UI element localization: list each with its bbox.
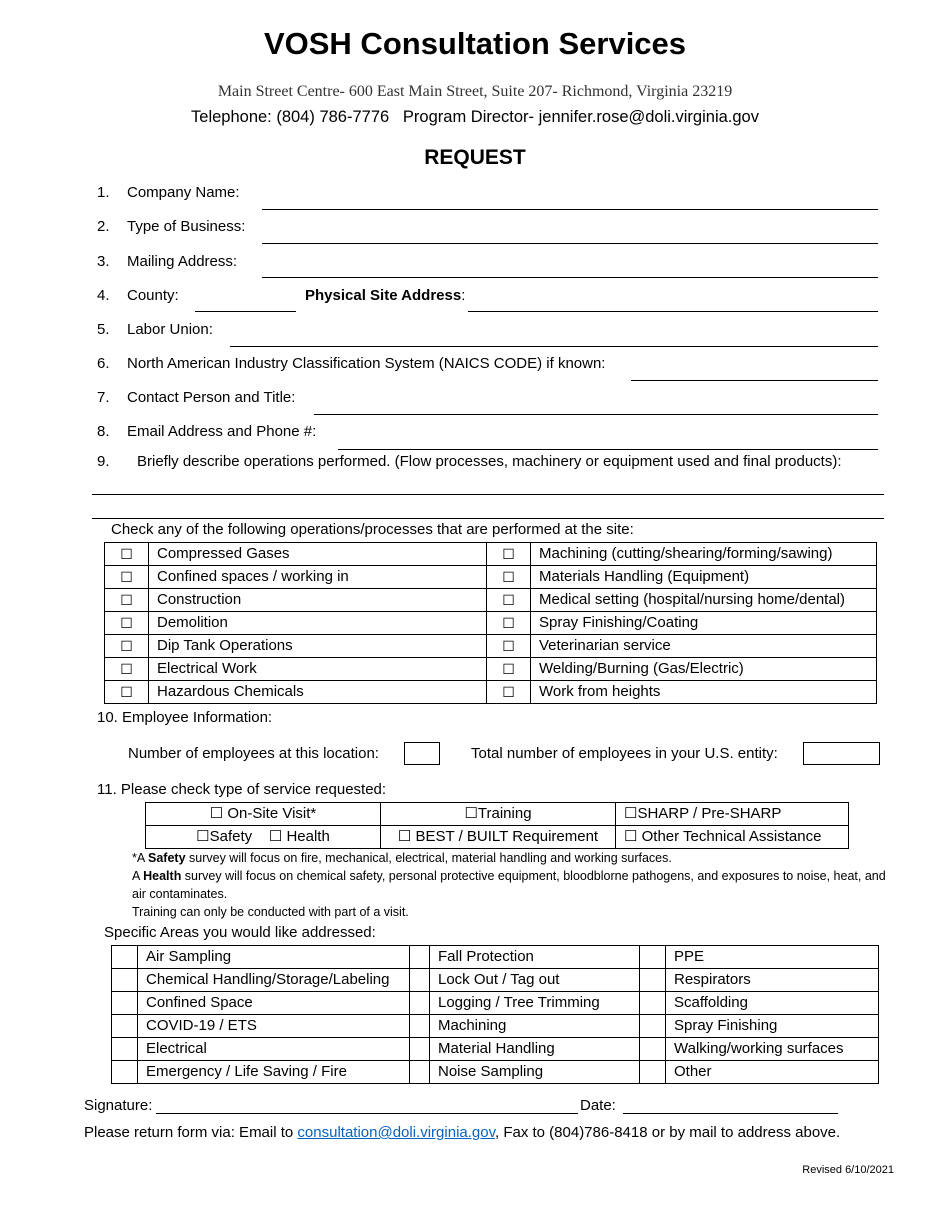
- operation-label: Electrical Work: [149, 658, 487, 681]
- operations-row: [105, 658, 877, 681]
- question-contact-person: 7. Contact Person and Title:: [97, 389, 296, 406]
- area-label: Scaffolding: [666, 992, 879, 1015]
- signature-field[interactable]: [156, 1113, 578, 1114]
- area-checkbox-cell[interactable]: [112, 1038, 138, 1061]
- operation-checkbox[interactable]: ☐: [105, 589, 149, 612]
- area-label: Respirators: [666, 969, 879, 992]
- area-label: Other: [666, 1061, 879, 1084]
- operations-row: [105, 612, 877, 635]
- employee-info-heading: 10. Employee Information:: [97, 709, 273, 726]
- employees-location-input[interactable]: [404, 742, 440, 765]
- operation-label: Spray Finishing/Coating: [531, 612, 877, 635]
- operation-checkbox[interactable]: ☐: [105, 612, 149, 635]
- area-checkbox-cell[interactable]: [640, 969, 666, 992]
- operations-heading: Check any of the following operations/processes that are performed at the site:: [111, 521, 634, 538]
- company-name-field[interactable]: [262, 209, 878, 210]
- area-checkbox-cell[interactable]: [112, 1061, 138, 1084]
- areas-row: [112, 946, 879, 969]
- area-label: Machining: [430, 1015, 640, 1038]
- operation-checkbox[interactable]: ☐: [105, 566, 149, 589]
- safety-note: *A Safety survey will focus on fire, mechanical, electrical, material handling and working surfaces.: [132, 851, 672, 865]
- contact-telephone: Telephone: (804) 786-7776 Program Director- jennifer.rose@doli.virginia.gov: [191, 108, 759, 126]
- training-note: Training can only be conducted with part of a visit.: [132, 905, 409, 919]
- areas-row: [112, 992, 879, 1015]
- operation-checkbox[interactable]: ☐: [487, 543, 531, 566]
- labor-union-field[interactable]: [230, 346, 878, 347]
- area-checkbox-cell[interactable]: [410, 1061, 430, 1084]
- area-label: Spray Finishing: [666, 1015, 879, 1038]
- area-checkbox-cell[interactable]: [410, 969, 430, 992]
- operation-label: Demolition: [149, 612, 487, 635]
- service-health[interactable]: ☐ Health: [268, 828, 330, 845]
- health-note: A Health survey will focus on chemical safety, personal protective equipment, bloodblorne pathogens, and exposures to noise, heat, and air contaminates.: [132, 869, 886, 901]
- operation-label: Veterinarian service: [531, 635, 877, 658]
- operation-label: Work from heights: [531, 681, 877, 704]
- operation-label: Compressed Gases: [149, 543, 487, 566]
- question-type-of-business: 2. Type of Business:: [97, 218, 246, 235]
- operation-label: Medical setting (hospital/nursing home/dental): [531, 589, 877, 612]
- service-safety-health: [146, 826, 381, 849]
- area-label: Emergency / Life Saving / Fire: [138, 1061, 410, 1084]
- naics-code-field[interactable]: [631, 380, 878, 381]
- service-best-built[interactable]: ☐ BEST / BUILT Requirement: [381, 826, 616, 849]
- service-sharp[interactable]: ☐SHARP / Pre-SHARP: [616, 803, 849, 826]
- email-phone-field[interactable]: [338, 449, 878, 450]
- area-checkbox-cell[interactable]: [410, 992, 430, 1015]
- form-title: VOSH Consultation Services: [263, 26, 687, 61]
- service-training[interactable]: ☐Training: [381, 803, 616, 826]
- operations-row: [105, 681, 877, 704]
- county-field[interactable]: [195, 311, 296, 312]
- date-field[interactable]: [623, 1113, 838, 1114]
- area-label: Fall Protection: [430, 946, 640, 969]
- area-label: Confined Space: [138, 992, 410, 1015]
- operation-label: Materials Handling (Equipment): [531, 566, 877, 589]
- operation-checkbox[interactable]: ☐: [487, 658, 531, 681]
- return-email-link[interactable]: consultation@doli.virginia.gov: [297, 1124, 495, 1141]
- area-label: Electrical: [138, 1038, 410, 1061]
- question-email-phone: 8. Email Address and Phone #:: [97, 423, 317, 440]
- operation-label: Construction: [149, 589, 487, 612]
- area-checkbox-cell[interactable]: [112, 1015, 138, 1038]
- service-on-site-visit[interactable]: ☐ On-Site Visit*: [146, 803, 381, 826]
- question-labor-union: 5. Labor Union:: [97, 321, 213, 338]
- area-label: Noise Sampling: [430, 1061, 640, 1084]
- area-checkbox-cell[interactable]: [410, 946, 430, 969]
- type-of-business-field[interactable]: [262, 243, 878, 244]
- employees-location-label: Number of employees at this location:: [128, 745, 379, 762]
- operations-table: [104, 542, 877, 704]
- area-checkbox-cell[interactable]: [640, 1061, 666, 1084]
- question-describe-operations: 9. Briefly describe operations performed. (Flow processes, machinery or equipment used and final products):: [97, 453, 842, 470]
- area-label: Walking/working surfaces: [666, 1038, 879, 1061]
- area-label: COVID-19 / ETS: [138, 1015, 410, 1038]
- area-checkbox-cell[interactable]: [640, 992, 666, 1015]
- area-checkbox-cell[interactable]: [640, 1015, 666, 1038]
- service-type-heading: 11. Please check type of service requested:: [97, 781, 387, 798]
- area-label: Chemical Handling/Storage/Labeling: [138, 969, 410, 992]
- service-type-table: [145, 802, 849, 849]
- employees-total-label: Total number of employees in your U.S. entity:: [471, 745, 778, 762]
- signature-label: Signature:: [84, 1097, 153, 1114]
- physical-site-address-label: Physical Site Address:: [305, 287, 466, 304]
- physical-site-address-field[interactable]: [468, 311, 878, 312]
- operations-description-line-2[interactable]: [92, 518, 884, 519]
- operation-checkbox[interactable]: ☐: [105, 658, 149, 681]
- question-naics-code: 6. North American Industry Classification System (NAICS CODE) if known:: [97, 355, 606, 372]
- operation-label: Machining (cutting/shearing/forming/sawing): [531, 543, 877, 566]
- service-safety[interactable]: ☐Safety: [196, 828, 253, 845]
- operation-label: Hazardous Chemicals: [149, 681, 487, 704]
- return-instructions: Please return form via: Email to consultation@doli.virginia.gov, Fax to (804)786-8418 or by mail to address above.: [84, 1124, 841, 1141]
- operations-row: [105, 589, 877, 612]
- service-notes: [132, 849, 892, 921]
- mailing-address-field[interactable]: [262, 277, 878, 278]
- areas-row: [112, 1015, 879, 1038]
- areas-row: [112, 969, 879, 992]
- area-label: Lock Out / Tag out: [430, 969, 640, 992]
- area-label: Material Handling: [430, 1038, 640, 1061]
- contact-person-field[interactable]: [314, 414, 878, 415]
- area-label: Logging / Tree Trimming: [430, 992, 640, 1015]
- operation-label: Confined spaces / working in: [149, 566, 487, 589]
- revised-date: Revised 6/10/2021: [802, 1164, 894, 1176]
- specific-areas-heading: Specific Areas you would like addressed:: [104, 924, 376, 941]
- operations-description-line-1[interactable]: [92, 494, 884, 495]
- office-address: Main Street Centre- 600 East Main Street, Suite 207- Richmond, Virginia 23219: [217, 83, 733, 100]
- question-mailing-address: 3. Mailing Address:: [97, 253, 238, 270]
- area-checkbox-cell[interactable]: [112, 992, 138, 1015]
- operation-checkbox[interactable]: ☐: [487, 681, 531, 704]
- operation-checkbox[interactable]: ☐: [487, 635, 531, 658]
- area-checkbox-cell[interactable]: [640, 946, 666, 969]
- area-checkbox-cell[interactable]: [410, 1015, 430, 1038]
- operations-row: [105, 543, 877, 566]
- areas-row: [112, 1038, 879, 1061]
- area-checkbox-cell[interactable]: [112, 969, 138, 992]
- operations-row: [105, 566, 877, 589]
- employees-total-input[interactable]: [803, 742, 880, 765]
- area-checkbox-cell[interactable]: [410, 1038, 430, 1061]
- operation-label: Dip Tank Operations: [149, 635, 487, 658]
- area-checkbox-cell[interactable]: [112, 946, 138, 969]
- question-county: 4. County:: [97, 287, 179, 304]
- area-checkbox-cell[interactable]: [640, 1038, 666, 1061]
- specific-areas-table: [111, 945, 879, 1084]
- operation-checkbox[interactable]: ☐: [487, 612, 531, 635]
- operations-row: [105, 635, 877, 658]
- operation-checkbox[interactable]: ☐: [105, 681, 149, 704]
- areas-row: [112, 1061, 879, 1084]
- service-other-technical[interactable]: ☐ Other Technical Assistance: [616, 826, 849, 849]
- operation-checkbox[interactable]: ☐: [487, 589, 531, 612]
- area-label: Air Sampling: [138, 946, 410, 969]
- operation-checkbox[interactable]: ☐: [105, 543, 149, 566]
- area-label: PPE: [666, 946, 879, 969]
- date-label: Date:: [580, 1097, 616, 1114]
- question-company-name: 1. Company Name:: [97, 184, 240, 201]
- operation-checkbox[interactable]: ☐: [105, 635, 149, 658]
- request-heading: REQUEST: [424, 146, 526, 169]
- operation-checkbox[interactable]: ☐: [487, 566, 531, 589]
- operation-label: Welding/Burning (Gas/Electric): [531, 658, 877, 681]
